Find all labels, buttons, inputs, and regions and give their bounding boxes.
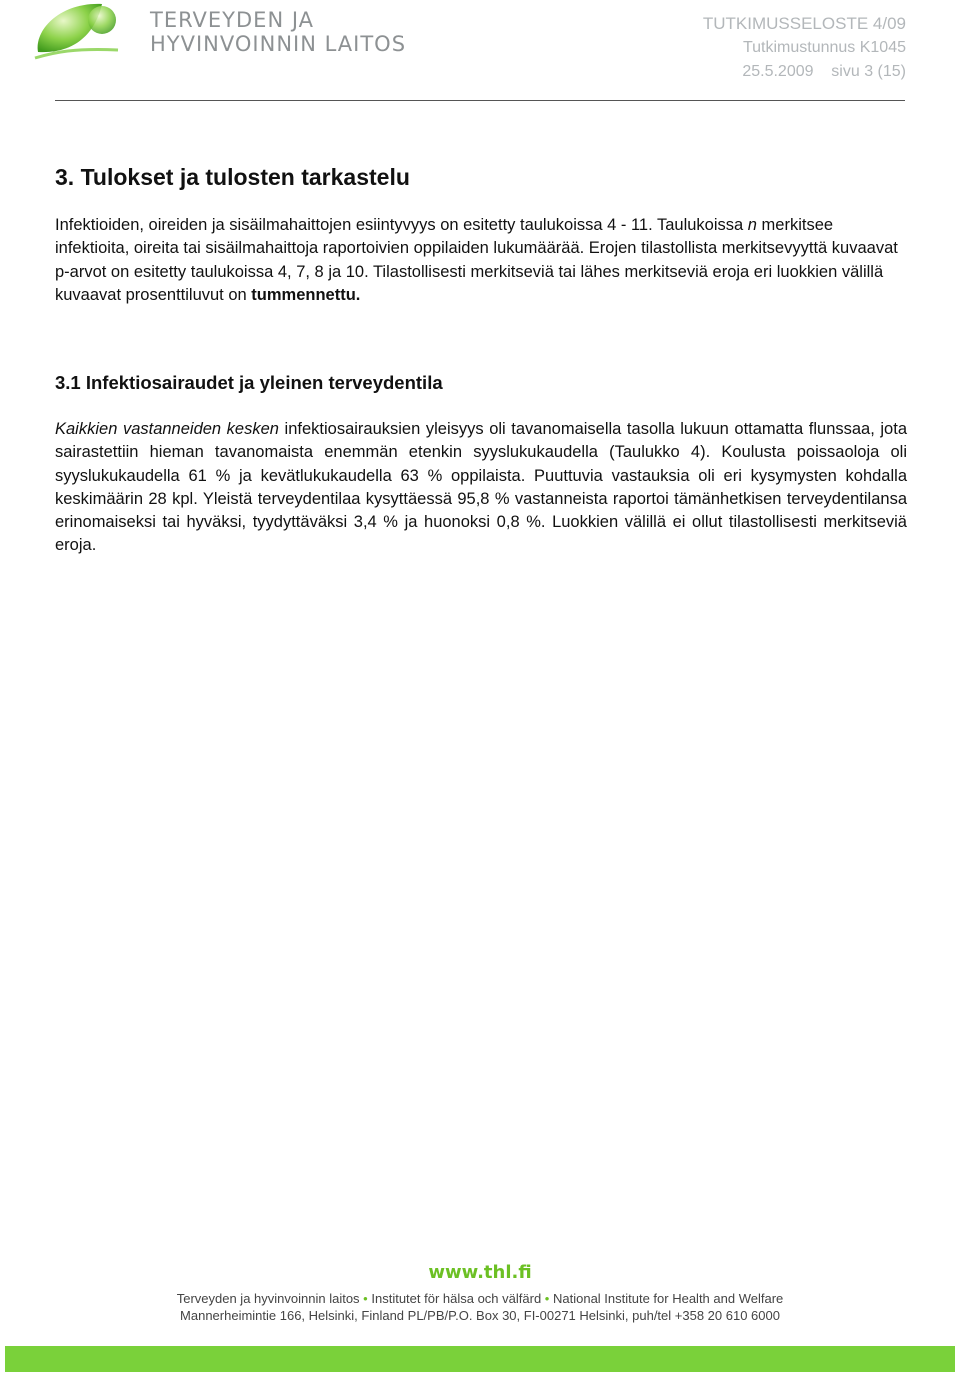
- report-number: TUTKIMUSSELOSTE 4/09: [702, 14, 906, 33]
- footer-url: www.thl.fi: [428, 1262, 532, 1283]
- bold-word: tummennettu.: [251, 285, 361, 304]
- bullet-icon: •: [363, 1291, 368, 1306]
- italic-n: n: [747, 216, 757, 234]
- footer-org-sv: Institutet för hälsa och välfärd: [371, 1291, 542, 1306]
- thl-logo: [30, 0, 407, 70]
- research-identifier: Tutkimustunnus K1045: [742, 39, 906, 56]
- header-divider: [55, 100, 905, 101]
- footer-green-bar: [5, 1346, 955, 1372]
- footer-org-line: [0, 1291, 960, 1306]
- footer-org-en: National Institute for Health and Welfare: [552, 1291, 784, 1306]
- section-title: 3. Tulokset ja tulosten tarkastelu: [55, 164, 410, 190]
- text-run: infektiosairauksien yleisyys oli tavanomaisella tasolla lukuun ottamatta flunssaa, jota sairastettiin hieman tavanomaista enemmän etenkin syyslukukaudella (Taulukko 4). Koulusta poissaoloja oli syyslukukaudella 61 % ja kevätlukukaudella 63 % oppilaista. Puuttuvia vastauksia oli eri kysymysten kohdalla keskimäärin 28 kpl. Yleistä terveydentilaa kysyttäessä 95,8 % vastanneista raportoi tämänhetkisen terveydentilansa erinomaiseksi tai hyväksi, tyydyttäväksi 3,4 % ja huonoksi 0,8 %. Luokkien välillä ei ollut tilastollisesti merkitseviä eroja.: [55, 420, 907, 555]
- footer-org-fi: Terveyden ja hyvinvoinnin laitos: [176, 1291, 360, 1306]
- footer-address: Mannerheimintie 166, Helsinki, Finland PL/PB/P.O. Box 30, FI-00271 Helsinki, puh/tel +358 20 610 6000: [180, 1308, 780, 1323]
- section-paragraph: [55, 214, 907, 307]
- report-header-info: [703, 12, 906, 84]
- bullet-icon: •: [544, 1291, 550, 1306]
- leaf-logo-icon: [30, 0, 125, 62]
- org-name-line1: TERVEYDEN JA: [150, 8, 315, 32]
- italic-phrase: Kaikkien vastanneiden kesken: [55, 420, 279, 438]
- text-run: Infektioiden, oireiden ja sisäilmahaittojen esiintyvyys on esitetty taulukoissa 4 - 11. Taulukoissa: [55, 216, 748, 234]
- subsection-paragraph: [55, 418, 907, 558]
- org-name-line2: HYVINVOINNIN LAITOS: [150, 32, 407, 56]
- text-run: merkitsee infektioita, oireita tai sisäilmahaittoja raportoivien oppilaiden lukumäärää. Erojen tilastollista merkitsevyyttä kuvaavat p-arvot on esitetty taulukoissa 4, 7, 8 ja 10. Tilastollisesti merkitseviä tai lähes merkitseviä eroja eri luokkien välillä kuvaavat prosenttiluvut on: [55, 216, 898, 304]
- subsection-title: 3.1 Infektiosairaudet ja yleinen terveydentila: [55, 372, 443, 393]
- date-page: 25.5.2009 sivu 3 (15): [742, 63, 906, 80]
